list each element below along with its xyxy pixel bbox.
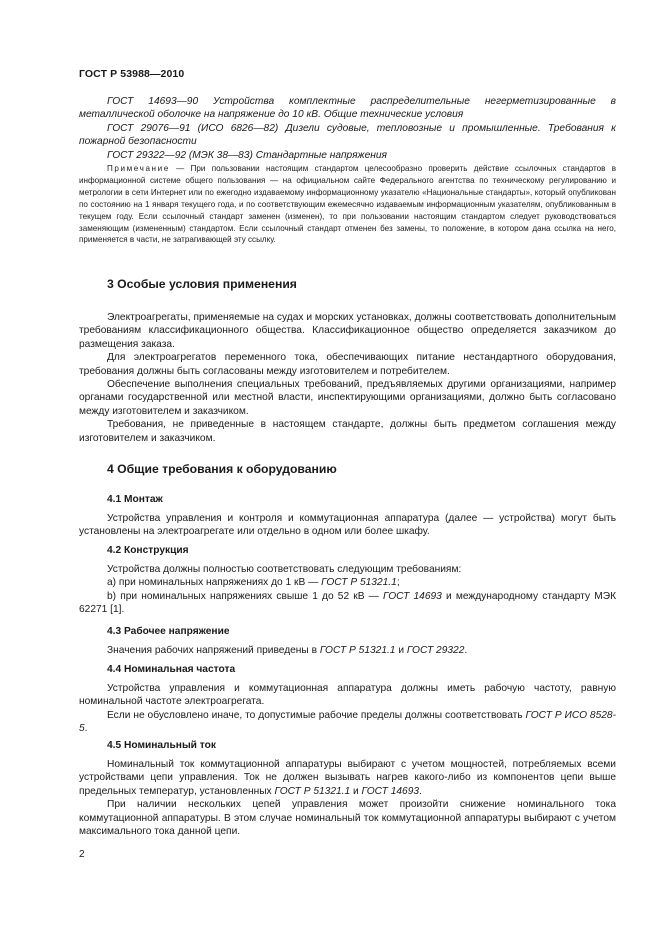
paragraph: Требования, не приведенные в настоящем стандарте, должны быть предметом соглашения между изготовителем и заказчиком. <box>79 419 616 444</box>
subsection-4-4-body <box>79 682 616 736</box>
subsection-4-4-title: 4.4 Номинальная частота <box>107 664 236 675</box>
paragraph: Устройства должны полностью соответствовать следующим требованиям: <box>107 564 462 575</box>
reference-note <box>79 163 616 246</box>
paragraph: Электроагрегаты, применяемые на судах и морских установках, должны соответствовать дополнительным требованиям классификационного общества. Классификационное общество определяется заказчиком до размещения заказа. <box>79 312 616 350</box>
subsection-4-3-title: 4.3 Рабочее напряжение <box>107 626 230 637</box>
reference-item: ГОСТ 29076—91 (ИСО 6826—82) Дизели судовые, тепловозные и промышленные. Требования к пожарной безопасности <box>79 122 616 148</box>
list-item-a: a) при номинальных напряжениях до 1 кВ — ГОСТ Р 51321.1; <box>107 577 400 589</box>
subsection-4-1-title: 4.1 Монтаж <box>107 494 163 505</box>
paragraph: Для электроагрегатов переменного тока, обеспечивающих питание нестандартного оборудования, требования должны быть согласованы между изготовителем и потребителем. <box>79 352 616 377</box>
section-3-body <box>79 311 616 445</box>
paragraph: Обеспечение выполнения специальных требований, предъявляемых другими организациями, например органами государственной или местной власти, инспектирующими организациями, должно быть согласовано между изготовителем и заказчиком. <box>79 379 616 417</box>
note-label: Примечание <box>107 164 170 173</box>
paragraph: Если не обусловлено иначе, то допустимые рабочие пределы должны соответствовать ГОСТ Р ИСО 8528-5. <box>79 709 616 735</box>
reference-item: ГОСТ 14693—90 Устройства комплектные распределительные негерметизированные в металлической оболочке на напряжение до 10 кВ. Общие технические условия <box>79 96 616 121</box>
note-text: — При пользовании настоящим стандартом целесообразно проверить действие ссылочных стандартов в информационной системе общего пользования — на официальном сайте Федерального агентства по техническому регулированию и метрологии в сети Интернет или по ежегодно издаваемому информационному указателю «Национальные стандарты», который опубликован по состоянию на 1 января текущего года, и по соответствующим ежемесячно издаваемым информационным указателям, опубликованным в текущем году. Если ссылочный стандарт заменен (изменен), то при пользовании настоящим стандартом следует руководствоваться заменяющим (измененным) стандартом. Если ссылочный стандарт отменен без замены, то положение, в котором дана ссылка на него, применяется в части, не затрагивающей эту ссылку. <box>79 164 616 245</box>
normative-references <box>79 95 616 162</box>
paragraph: Значения рабочих напряжений приведены в ГОСТ Р 51321.1 и ГОСТ 29322. <box>107 645 468 656</box>
page-number: 2 <box>79 849 85 860</box>
subsection-4-1-body <box>79 512 616 539</box>
list-item-b: b) при номинальных напряжениях свыше 1 до 52 кВ — ГОСТ 14693 и международному стандарту МЭК 62271 [1]. <box>79 590 617 616</box>
document-code-header: ГОСТ Р 53988—2010 <box>79 68 185 80</box>
subsection-4-5-body <box>79 758 616 838</box>
paragraph: Устройства управления и контроля и коммутационная аппаратура (далее — устройства) могут быть установлены на электроагрегате или отдельно в одном или более шкафу. <box>79 513 616 538</box>
section-4-title: 4 Общие требования к оборудованию <box>107 462 337 476</box>
subsection-4-2-body <box>79 563 616 617</box>
subsection-4-5-title: 4.5 Номинальный ток <box>107 740 216 751</box>
reference-item: ГОСТ 29322—92 (МЭК 38—83) Стандартные напряжения <box>107 149 387 161</box>
subsection-4-3-body <box>79 644 616 657</box>
paragraph: Устройства управления и коммутационная аппаратура должны иметь рабочую частоту, равную номинальной частоте электроагрегата. <box>79 683 616 708</box>
section-3-title: 3 Особые условия применения <box>107 277 297 291</box>
subsection-4-2-title: 4.2 Конструкция <box>107 545 189 556</box>
paragraph: При наличии нескольких цепей управления может произойти снижение номинального тока коммутационной аппаратуры. В этом случае номинальный ток коммутационной аппаратуры выбирают с учетом максимального тока данной цепи. <box>79 799 616 838</box>
paragraph: Номинальный ток коммутационной аппаратуры выбирают с учетом мощностей, потребляемых всеми устройствами цепи управления. Ток не должен вызывать нагрев какого-либо из компонентов цепи выше предельных температур, установленных ГОСТ Р 51321.1 и ГОСТ 14693. <box>79 759 616 797</box>
